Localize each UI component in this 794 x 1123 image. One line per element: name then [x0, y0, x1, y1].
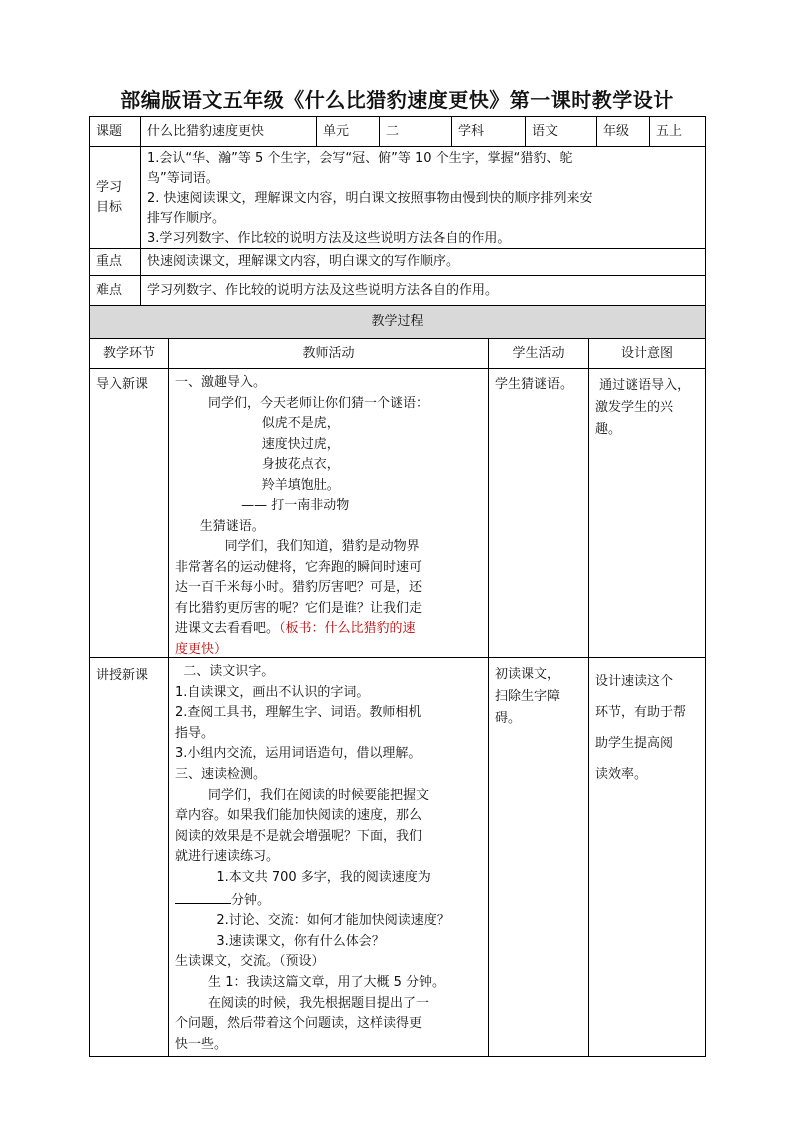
board-writing-note: 度更快） [175, 641, 228, 657]
teacher-line: 2.讨论、交流：如何才能加快阅读速度？ [175, 913, 450, 929]
design-line: 环节，有助于帮 [595, 705, 687, 720]
design-line: 趣。 [595, 422, 622, 437]
teacher-line: 同学们，我们知道，猎豹是动物界 [175, 539, 420, 554]
teacher-line: 同学们，我们在阅读的时候要能把握文 [175, 787, 430, 803]
grade-label: 年级 [596, 116, 650, 147]
board-writing-note: （板书：什么比猎豹的速 [279, 621, 416, 636]
objective-line: 2. 快速阅读课文，理解课文内容，明白课文按照事物由慢到快的顺序排列来安 [147, 191, 593, 206]
objectives-label-line2: 目标 [96, 199, 123, 215]
topic-value: 什么比猎豹速度更快 [140, 116, 317, 147]
difficulty-label: 难点 [89, 275, 141, 306]
design-line: 激发学生的兴 [595, 400, 674, 415]
key-point-label: 重点 [89, 248, 141, 276]
lesson-plan-table [89, 116, 706, 1057]
objective-line: 鸟”等词语。 [147, 171, 219, 186]
fill-in-blank [175, 889, 231, 904]
teacher-line: —— 打一南非动物 [175, 498, 350, 513]
intro-design-intent [588, 368, 706, 658]
student-line: 碍。 [495, 711, 522, 726]
teach-teacher-activity [168, 657, 489, 1057]
objective-line: 排写作顺序。 [147, 211, 226, 226]
teacher-line: 生 1：我读这篇文章，用了大概 5 分钟。 [175, 974, 445, 990]
teacher-line: 非常著名的运动健将，它奔跑的瞬间时速可 [175, 559, 423, 575]
design-line: 设计速读这个 [595, 674, 674, 689]
col-design-header: 设计意图 [588, 338, 706, 369]
col-student-header: 学生活动 [488, 338, 589, 369]
design-line: 通过谜语导入， [595, 378, 691, 393]
student-line: 初读课文， [495, 667, 561, 682]
unit-label: 单元 [316, 116, 380, 147]
teacher-line: 身披花点衣， [175, 457, 340, 472]
teacher-line: 在阅读的时候，我先根据题目提出了一 [175, 995, 430, 1011]
objective-line: 1.会认“华、瀚”等 5 个生字，会写“冠、俯”等 10 个生字，掌握“猎豹、鸵 [147, 151, 573, 166]
teacher-line: 达一百千米每小时。猎豹厉害吧？可是，还 [175, 580, 423, 595]
teacher-line: 指导。 [175, 725, 215, 741]
objectives-label [89, 146, 141, 249]
design-line: 助学生提高阅 [595, 736, 674, 751]
student-line: 扫除生字障 [495, 689, 561, 704]
topic-label: 课题 [89, 116, 141, 147]
teacher-line: 同学们，今天老师让你们猜一个谜语： [175, 395, 430, 411]
col-step-header: 教学环节 [89, 338, 169, 369]
teacher-line: 三、速读检测。 [175, 766, 267, 782]
design-line: 读效率。 [595, 767, 648, 782]
teacher-line: 就进行速读练习。 [175, 849, 280, 865]
teach-student-activity [488, 657, 589, 1057]
teacher-line: 似虎不是虎， [175, 416, 340, 431]
teacher-line: 二、读文识字。 [175, 664, 275, 679]
teacher-line-text: 进课文去看看吧。 [175, 621, 280, 636]
blank-suffix: 分钟。 [231, 892, 271, 908]
teacher-line: 章内容。如果我们能加快阅读的速度，那么 [175, 808, 423, 824]
teacher-line: 阅读的效果是不是就会增强呢？下面，我们 [175, 828, 423, 844]
difficulty-text: 学习列数字、作比较的说明方法及这些说明方法各自的作用。 [140, 275, 706, 306]
objective-line: 3.学习列数字、作比较的说明方法及这些说明方法各自的作用。 [147, 231, 511, 246]
teacher-line: 1.本文共 700 多字，我的阅读速度为 [175, 869, 431, 885]
teacher-line: 个问题，然后带着这个问题读，这样读得更 [175, 1016, 423, 1032]
intro-student-activity: 学生猜谜语。 [488, 368, 589, 658]
teacher-line: 3.速读课文，你有什么体会？ [175, 933, 385, 949]
teacher-line: 速度快过虎， [175, 436, 340, 452]
teacher-line: 2.查阅工具书，理解生字、词语。教师相机 [175, 705, 422, 721]
subject-label: 学科 [451, 116, 526, 147]
subject-value: 语文 [525, 116, 597, 147]
teacher-line: 快一些。 [175, 1036, 228, 1052]
teacher-line: 有比猎豹更厉害的呢？它们是谁？让我们走 [175, 600, 423, 616]
teach-design-intent [588, 657, 706, 1057]
objectives-content [140, 146, 706, 249]
teacher-line [175, 889, 482, 912]
teacher-line: 生猜谜语。 [175, 518, 265, 534]
teacher-line: 生读课文，交流。（预设） [175, 954, 325, 970]
intro-teacher-activity [168, 368, 489, 658]
grade-value: 五上 [649, 116, 706, 147]
page-title: 部编版语文五年级《什么比猎豹速度更快》第一课时教学设计 [120, 88, 674, 112]
teacher-line: 3.小组内交流，运用词语造句，借以理解。 [175, 746, 422, 762]
intro-step: 导入新课 [89, 368, 169, 658]
unit-value: 二 [379, 116, 452, 147]
teach-step: 讲授新课 [89, 657, 169, 1057]
teaching-process-header: 教学过程 [89, 305, 706, 339]
teacher-line: 1.自读课文，画出不认识的字词。 [175, 684, 370, 700]
teacher-line [175, 619, 482, 640]
teacher-line: 羚羊填饱肚。 [175, 477, 340, 493]
teacher-line: 一、激趣导入。 [175, 375, 267, 390]
objectives-label-line1: 学习 [96, 179, 123, 195]
key-point-text: 快速阅读课文，理解课文内容，明白课文的写作顺序。 [140, 248, 706, 276]
col-teacher-header: 教师活动 [168, 338, 489, 369]
